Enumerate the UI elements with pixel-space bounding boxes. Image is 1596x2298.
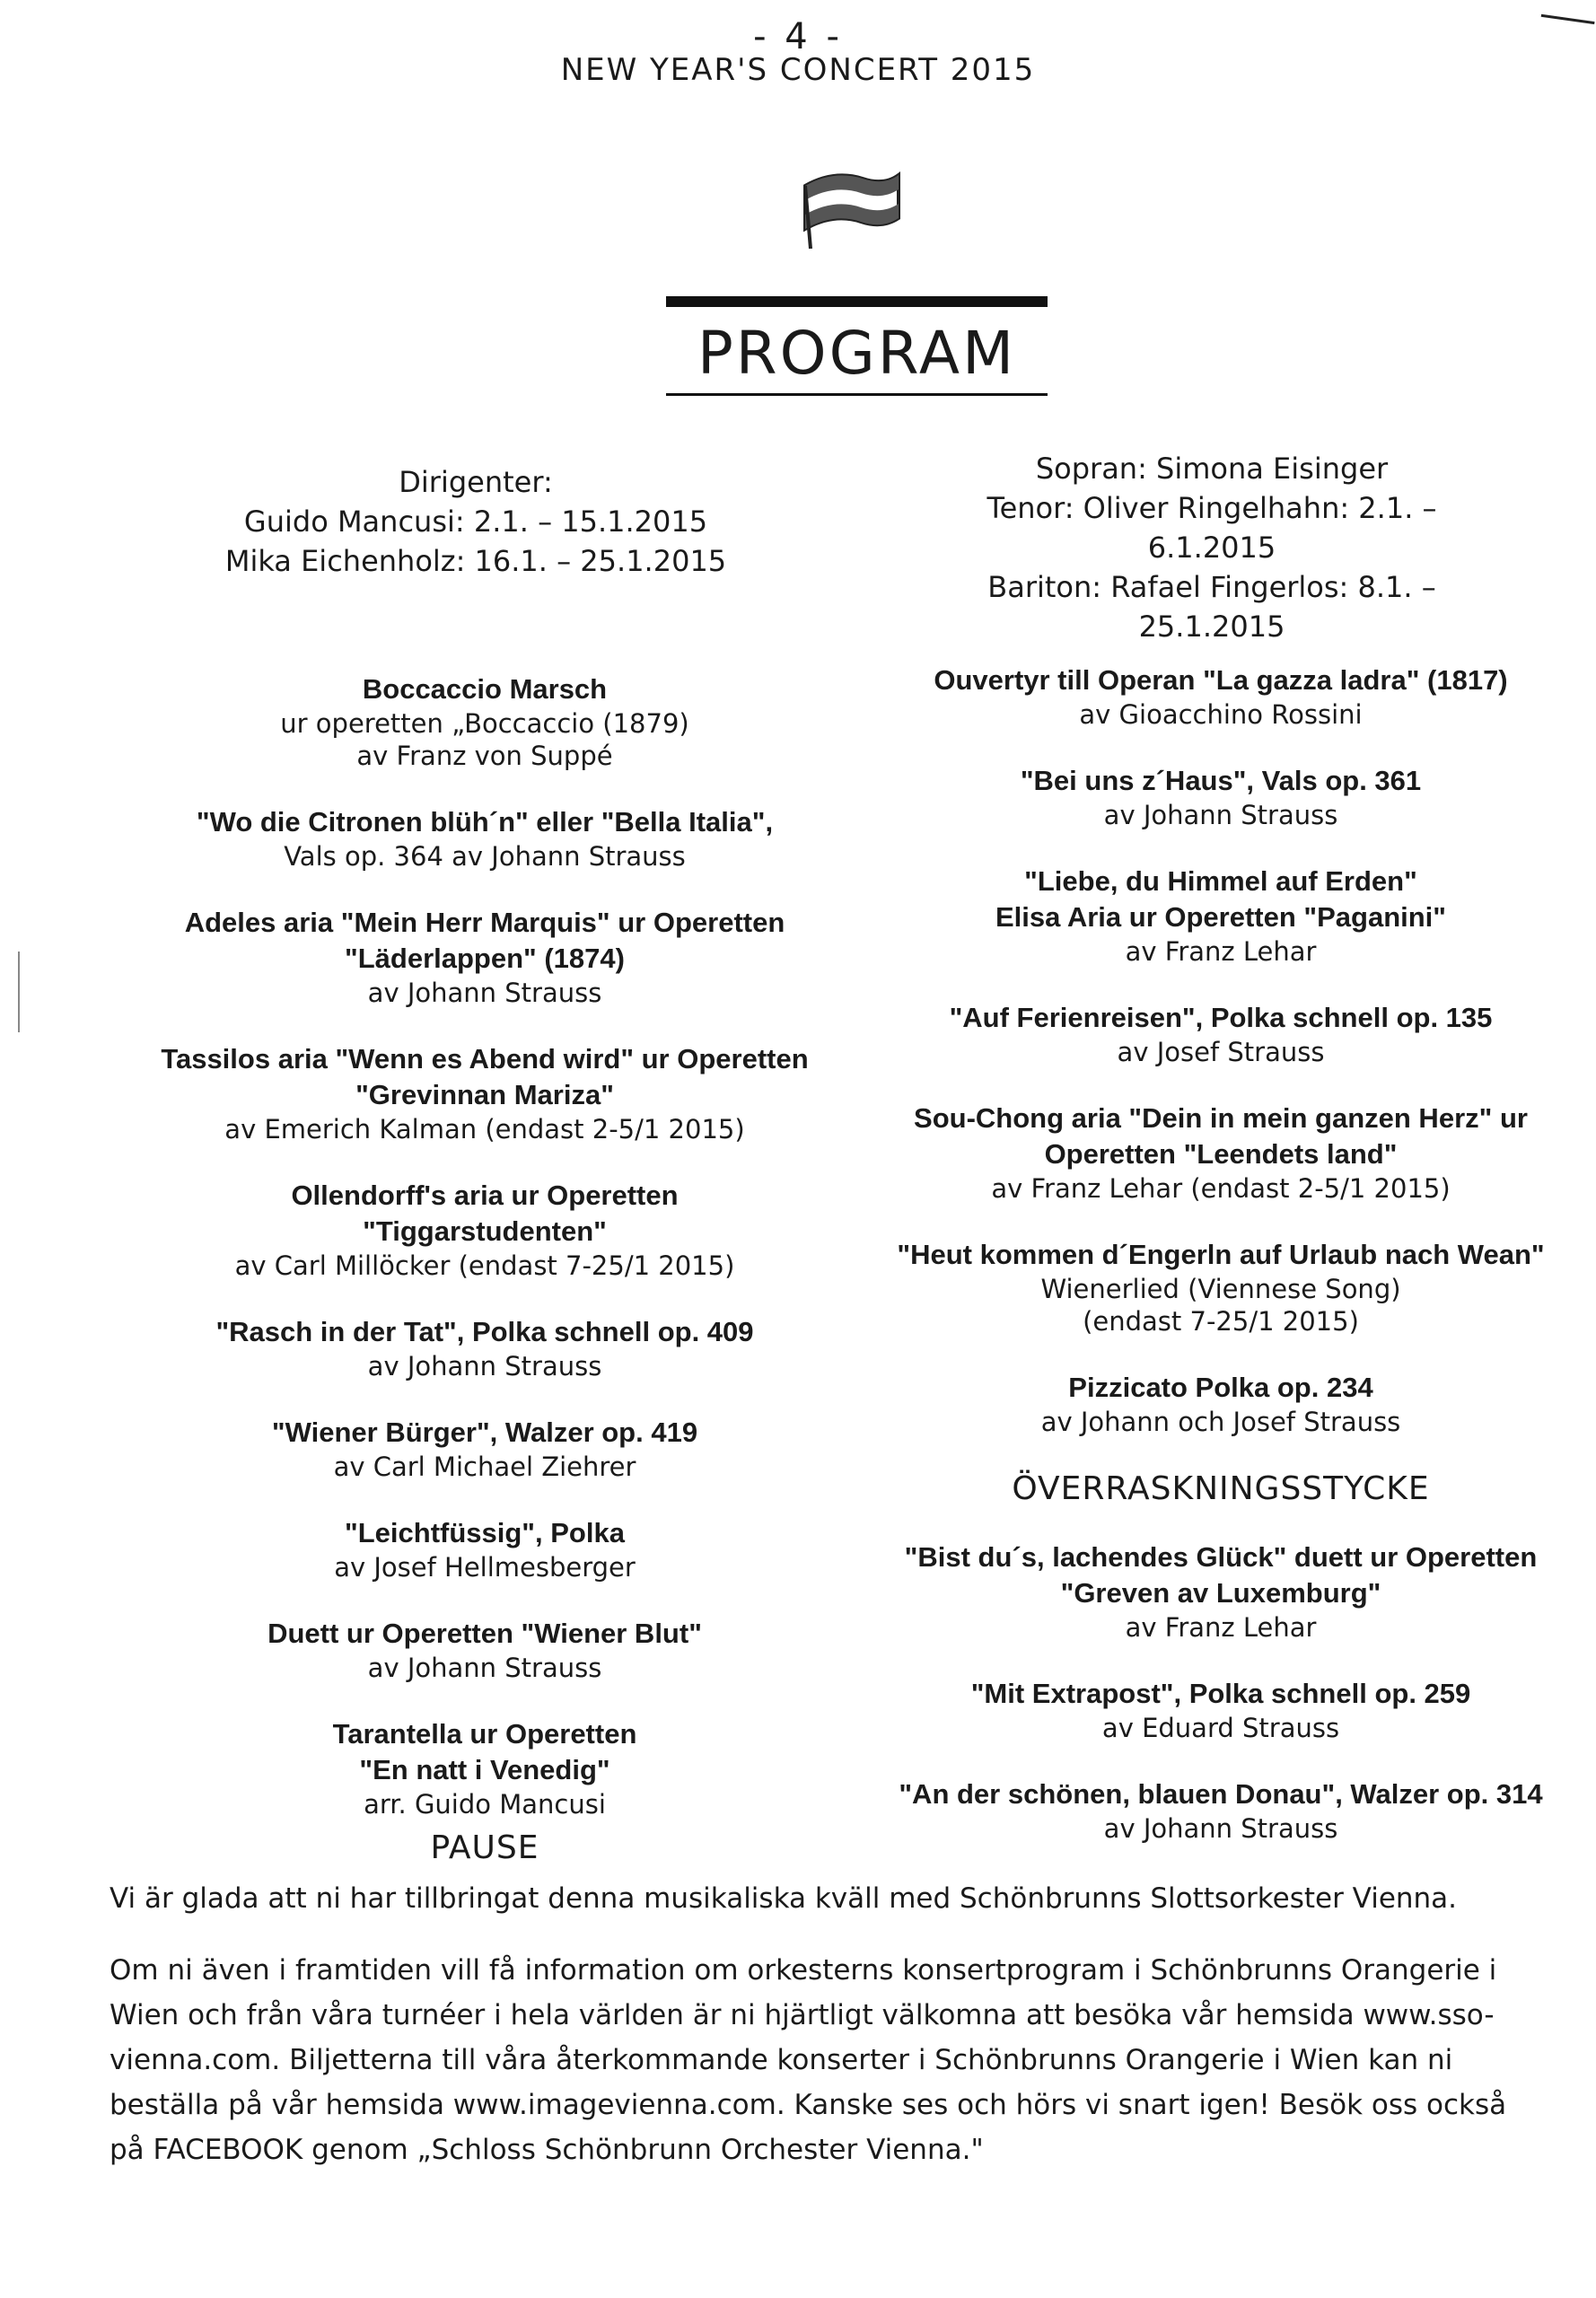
piece-title: "Bist du´s, lachendes Glück" duett ur Operetten	[904, 1541, 1538, 1573]
program-item	[862, 763, 1580, 831]
piece-title: Adeles aria "Mein Herr Marquis" ur Operetten	[184, 907, 785, 938]
program-item	[862, 662, 1580, 731]
conductors-block	[224, 462, 727, 581]
header-title: NEW YEAR'S CONCERT 2015	[560, 52, 1036, 88]
piece-detail: av Johann Strauss	[367, 1653, 602, 1683]
singer-line: Bariton: Rafael Fingerlos: 8.1. – 25.1.2015	[987, 570, 1436, 644]
scan-edge-mark	[0, 952, 20, 1032]
piece-title: "Tiggarstudenten"	[363, 1215, 607, 1247]
piece-title: Duett ur Operetten "Wiener Blut"	[267, 1618, 702, 1649]
program-item	[126, 905, 844, 1009]
piece-title: Pizzicato Polka op. 234	[1068, 1372, 1373, 1403]
program-item	[862, 1237, 1580, 1338]
program-left-column	[126, 671, 844, 1866]
piece-detail: av Johann och Josef Strauss	[1040, 1407, 1401, 1437]
program-item	[126, 1616, 844, 1684]
program-item	[126, 1415, 844, 1483]
piece-title: Ollendorff's aria ur Operetten	[291, 1180, 679, 1211]
piece-detail: av Josef Strauss	[1117, 1037, 1325, 1067]
pause-label: PAUSE	[430, 1829, 539, 1866]
program-item	[126, 1041, 844, 1145]
piece-title: Ouvertyr till Operan "La gazza ladra" (1817)	[934, 664, 1508, 696]
piece-detail: av Franz von Suppé	[356, 741, 613, 771]
piece-detail: av Franz Lehar	[1125, 936, 1317, 967]
program-title: PROGRAM	[697, 319, 1017, 388]
piece-detail: av Eduard Strauss	[1101, 1713, 1340, 1743]
piece-title: Boccaccio Marsch	[362, 673, 608, 705]
piece-title: "Auf Ferienreisen", Polka schnell op. 135	[949, 1002, 1493, 1033]
program-item	[862, 864, 1580, 968]
program-item	[862, 1000, 1580, 1068]
piece-detail: av Emerich Kalman (endast 2-5/1 2015)	[224, 1114, 745, 1145]
singer-line: Tenor: Oliver Ringelhahn: 2.1. – 6.1.2015	[987, 491, 1437, 565]
piece-detail: Wienerlied (Viennese Song)	[1040, 1274, 1401, 1304]
piece-title: "Mit Extrapost", Polka schnell op. 259	[970, 1678, 1471, 1709]
piece-title: "Heut kommen d´Engerln auf Urlaub nach Wean"	[897, 1239, 1545, 1270]
piece-title: "Wo die Citronen blüh´n" eller "Bella Italia",	[196, 806, 774, 838]
piece-title: "Rasch in der Tat", Polka schnell op. 409	[215, 1316, 754, 1347]
piece-title: "An der schönen, blauen Donau", Walzer op. 314	[899, 1778, 1543, 1810]
piece-detail: av Carl Millöcker (endast 7-25/1 2015)	[234, 1250, 735, 1281]
piece-title: "Liebe, du Himmel auf Erden"	[1024, 865, 1417, 897]
footer-paragraph: Om ni även i framtiden vill få information om orkesterns konsertprogram i Schönbrunns Orangerie i Wien och från våra turnéer i hela världen är ni hjärtligt välkomna att besöka vår hemsida www.sso-vienna.com. Biljetterna till våra återkommande konserter i Schönbrunns Orangerie i Wien kan ni beställa på vår hemsida www.imagevienna.com. Kanske ses och hörs vi snart igen! Besök oss också på FACEBOOK genom „Schloss Schönbrunn Orchester Vienna."	[110, 1954, 1507, 2166]
piece-detail: ur operetten „Boccaccio (1879)	[280, 708, 689, 739]
program-rule-top	[666, 296, 1048, 307]
program-item	[862, 1370, 1580, 1438]
program-rule-bottom	[666, 393, 1048, 396]
program-item	[126, 1314, 844, 1382]
piece-detail: (endast 7-25/1 2015)	[1083, 1306, 1359, 1337]
piece-detail: av Franz Lehar	[1125, 1612, 1317, 1643]
singers-block	[925, 449, 1499, 646]
piece-detail: av Johann Strauss	[367, 1351, 602, 1381]
program-item	[862, 1539, 1580, 1644]
piece-detail: arr. Guido Mancusi	[364, 1789, 606, 1820]
program-right-column	[862, 662, 1580, 1877]
piece-title: "Bei uns z´Haus", Vals op. 361	[1020, 765, 1422, 796]
program-item	[862, 1776, 1580, 1845]
piece-title: Tarantella ur Operetten	[332, 1718, 637, 1750]
piece-detail: av Franz Lehar (endast 2-5/1 2015)	[991, 1173, 1451, 1204]
piece-title: Tassilos aria "Wenn es Abend wird" ur Operetten	[161, 1043, 809, 1074]
piece-detail: av Gioacchino Rossini	[1079, 699, 1363, 730]
conductor-line: Mika Eichenholz: 16.1. – 25.1.2015	[224, 544, 727, 578]
surprise-label: ÖVERRASKNINGSSTYCKE	[1012, 1470, 1430, 1507]
singer-line: Sopran: Simona Eisinger	[1035, 452, 1389, 486]
conductors-label: Dirigenter:	[399, 465, 553, 499]
piece-detail: av Johann Strauss	[1103, 800, 1338, 830]
piece-title: "Grevinnan Mariza"	[355, 1079, 614, 1110]
program-item	[126, 1515, 844, 1583]
piece-title: Operetten "Leendets land"	[1044, 1138, 1398, 1170]
austrian-flag-icon	[798, 166, 906, 251]
piece-title: "Wiener Bürger", Walzer op. 419	[271, 1417, 698, 1448]
program-item	[126, 1178, 844, 1282]
page-number: - 4 -	[753, 16, 843, 57]
piece-title: Sou-Chong aria "Dein in mein ganzen Herz" ur	[914, 1102, 1528, 1134]
piece-title: "Läderlappen" (1874)	[345, 943, 625, 974]
program-item	[126, 671, 844, 772]
piece-detail: av Josef Hellmesberger	[334, 1552, 636, 1583]
piece-title: "Leichtfüssig", Polka	[345, 1517, 625, 1548]
piece-title: Elisa Aria ur Operetten "Paganini"	[995, 901, 1446, 933]
piece-detail: Vals op. 364 av Johann Strauss	[284, 841, 686, 872]
piece-detail: av Carl Michael Ziehrer	[333, 1452, 636, 1482]
footer-paragraph: Vi är glada att ni har tillbringat denna musikaliska kväll med Schönbrunns Slottsorkester Vienna.	[110, 1882, 1458, 1915]
piece-title: "Greven av Luxemburg"	[1060, 1577, 1381, 1609]
footer-text	[110, 1876, 1546, 2199]
program-item	[862, 1101, 1580, 1205]
piece-detail: av Johann Strauss	[367, 978, 602, 1008]
piece-detail: av Johann Strauss	[1103, 1813, 1338, 1844]
program-item	[126, 1716, 844, 1820]
program-item	[126, 804, 844, 873]
program-item	[862, 1676, 1580, 1744]
conductor-line: Guido Mancusi: 2.1. – 15.1.2015	[243, 504, 708, 539]
piece-title: "En natt i Venedig"	[359, 1754, 610, 1785]
